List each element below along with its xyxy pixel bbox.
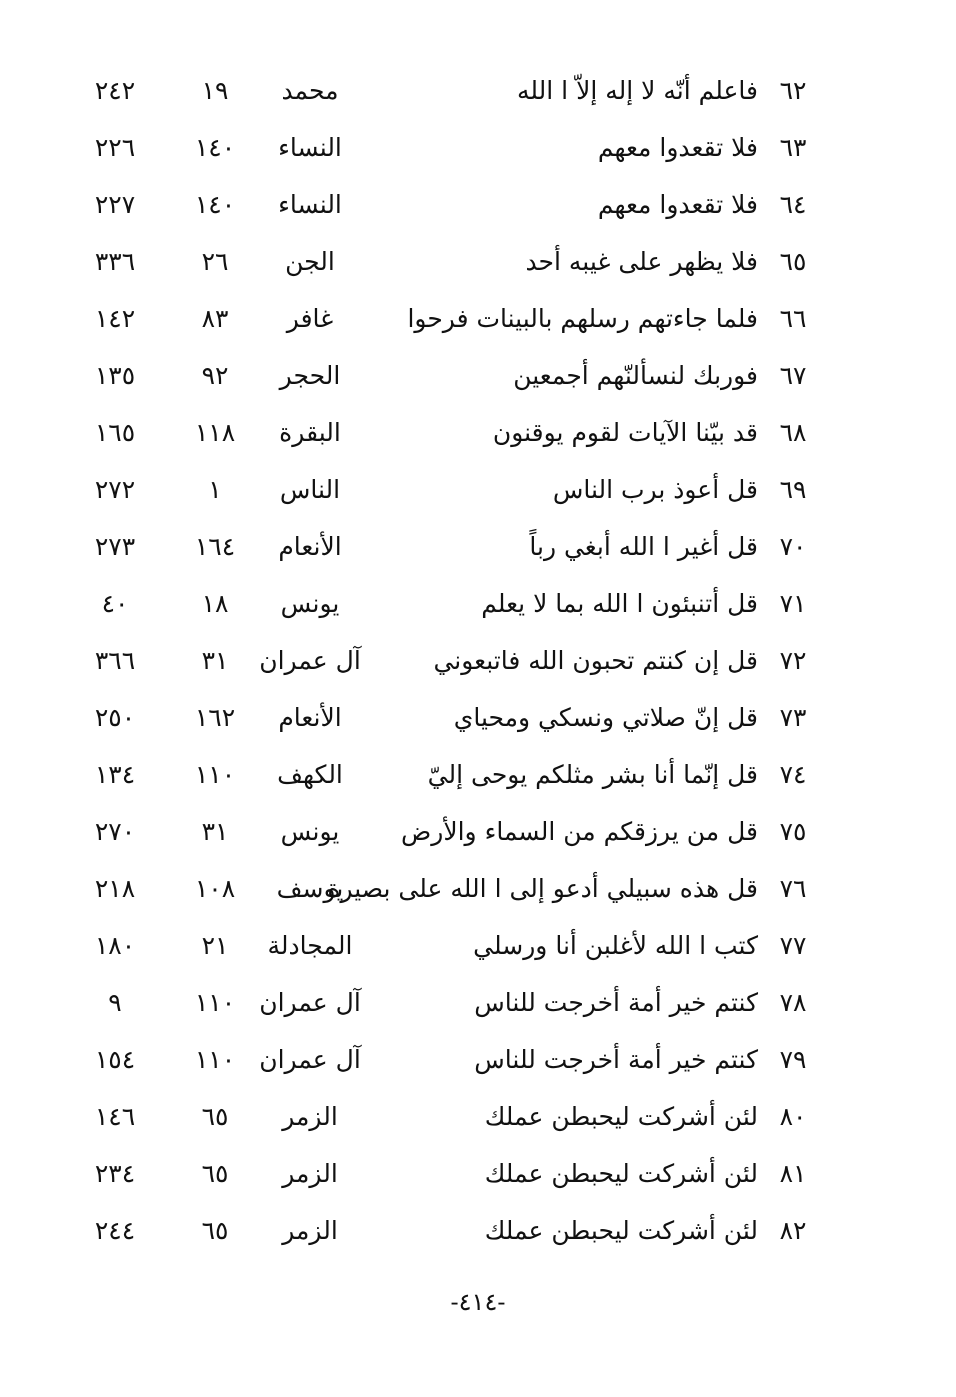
verse-text: قل إن كنتم تحبون الله فاتبعوني <box>433 646 758 675</box>
page-reference: ١٤٢ <box>94 304 136 333</box>
verse-number: ٣١ <box>201 817 229 846</box>
surah-name: النساء <box>278 190 342 219</box>
entry-number: ٦٨ <box>779 418 807 447</box>
verse-text: قل إنّ صلاتي ونسكي ومحياي <box>453 703 758 732</box>
table-row <box>0 290 956 347</box>
verse-index-table <box>0 62 956 1259</box>
page-number: -٤١٤- <box>450 1288 506 1316</box>
verse-text: فلما جاءتهم رسلهم بالبينات فرحوا <box>407 304 758 333</box>
table-row <box>0 461 956 518</box>
verse-number: ١٤٠ <box>194 133 236 162</box>
table-row <box>0 1202 956 1259</box>
table-row <box>0 860 956 917</box>
verse-text: فلا تقعدوا معهم <box>597 190 758 219</box>
page-reference: ٢٧٢ <box>94 475 136 504</box>
table-row <box>0 1088 956 1145</box>
entry-number: ٨١ <box>779 1159 807 1188</box>
verse-text: فوربك لنسألنّهم أجمعين <box>513 361 758 390</box>
verse-number: ١٠٨ <box>194 874 236 903</box>
page-reference: ٣٣٦ <box>94 247 136 276</box>
verse-text: قل أغير ا الله أبغي رباً <box>529 532 758 561</box>
verse-text: فلا يظهر على غيبه أحد <box>525 247 758 276</box>
verse-number: ١١٠ <box>194 760 236 789</box>
entry-number: ٧١ <box>779 589 807 618</box>
entry-number: ٧٠ <box>779 532 807 561</box>
entry-number: ٦٧ <box>779 361 807 390</box>
page-reference: ١٥٤ <box>94 1045 136 1074</box>
verse-number: ٣١ <box>201 646 229 675</box>
page-reference: ٢٢٦ <box>94 133 136 162</box>
surah-name: الزمر <box>282 1159 338 1188</box>
verse-number: ١ <box>208 475 222 504</box>
surah-name: آل عمران <box>259 646 361 675</box>
entry-number: ٨٠ <box>779 1102 807 1131</box>
entry-number: ٦٣ <box>779 133 807 162</box>
verse-number: ١٨ <box>201 589 229 618</box>
verse-number: ١٤٠ <box>194 190 236 219</box>
verse-number: ١١٨ <box>194 418 236 447</box>
entry-number: ٦٢ <box>779 76 807 105</box>
surah-name: آل عمران <box>259 1045 361 1074</box>
verse-number: ٢٦ <box>201 247 229 276</box>
verse-number: ٦٥ <box>201 1159 229 1188</box>
entry-number: ٦٩ <box>779 475 807 504</box>
table-row <box>0 917 956 974</box>
table-row <box>0 575 956 632</box>
verse-text: كتب ا الله لأغلبن أنا ورسلي <box>473 931 758 960</box>
verse-text: قل هذه سبيلي أدعو إلى ا الله على بصيرة <box>327 874 758 903</box>
entry-number: ٦٦ <box>779 304 807 333</box>
verse-number: ٦٥ <box>201 1102 229 1131</box>
table-row <box>0 176 956 233</box>
page-reference: ١٦٥ <box>94 418 136 447</box>
verse-text: قل من يرزقكم من السماء والأرض <box>401 817 758 846</box>
table-row <box>0 1145 956 1202</box>
verse-number: ١١٠ <box>194 988 236 1017</box>
surah-name: غافر <box>286 304 334 333</box>
verse-text: لئن أشركت ليحبطن عملك <box>484 1102 758 1131</box>
surah-name: الزمر <box>282 1216 338 1245</box>
surah-name: يونس <box>280 589 340 618</box>
verse-number: ٩٢ <box>201 361 229 390</box>
table-row <box>0 347 956 404</box>
verse-text: كنتم خير أمة أخرجت للناس <box>474 1045 758 1074</box>
table-row <box>0 119 956 176</box>
surah-name: الكهف <box>277 760 343 789</box>
page-reference: ٢٤٤ <box>94 1216 136 1245</box>
table-row <box>0 974 956 1031</box>
entry-number: ٧٧ <box>779 931 807 960</box>
surah-name: يوسف <box>276 874 344 903</box>
entry-number: ٧٤ <box>779 760 807 789</box>
table-row <box>0 1031 956 1088</box>
table-row <box>0 404 956 461</box>
entry-number: ٧٥ <box>779 817 807 846</box>
page-reference: ٢٢٧ <box>94 190 136 219</box>
page-reference: ١٤٦ <box>94 1102 136 1131</box>
surah-name: الزمر <box>282 1102 338 1131</box>
page-reference: ٣٦٦ <box>94 646 136 675</box>
page-reference: ٤٠ <box>101 589 129 618</box>
verse-text: كنتم خير أمة أخرجت للناس <box>474 988 758 1017</box>
verse-number: ٢١ <box>201 931 229 960</box>
surah-name: الحجر <box>279 361 341 390</box>
page-reference: ٢١٨ <box>94 874 136 903</box>
table-row <box>0 233 956 290</box>
entry-number: ٦٥ <box>779 247 807 276</box>
surah-name: الأنعام <box>278 703 342 732</box>
verse-text: لئن أشركت ليحبطن عملك <box>484 1216 758 1245</box>
verse-text: قل أتنبئون ا الله بما لا يعلم <box>481 589 758 618</box>
surah-name: آل عمران <box>259 988 361 1017</box>
verse-text: قل إنّما أنا بشر مثلكم يوحى إليّ <box>427 760 758 789</box>
surah-name: المجادلة <box>267 931 353 960</box>
surah-name: النساء <box>278 133 342 162</box>
surah-name: الجن <box>285 247 335 276</box>
entry-number: ٧٢ <box>779 646 807 675</box>
verse-text: فلا تقعدوا معهم <box>597 133 758 162</box>
page-reference: ١٣٤ <box>94 760 136 789</box>
verse-number: ١٦٤ <box>194 532 236 561</box>
entry-number: ٨٢ <box>779 1216 807 1245</box>
verse-text: قل أعوذ برب الناس <box>552 475 758 504</box>
verse-number: ١١٠ <box>194 1045 236 1074</box>
surah-name: البقرة <box>279 418 341 447</box>
page-reference: ٢٥٠ <box>94 703 136 732</box>
table-row <box>0 518 956 575</box>
entry-number: ٧٦ <box>779 874 807 903</box>
table-row <box>0 632 956 689</box>
surah-name: يونس <box>280 817 340 846</box>
page-reference: ١٨٠ <box>94 931 136 960</box>
page-reference: ١٣٥ <box>94 361 136 390</box>
verse-number: ١٦٢ <box>194 703 236 732</box>
page-reference: ٢٤٢ <box>94 76 136 105</box>
entry-number: ٦٤ <box>779 190 807 219</box>
verse-number: ٦٥ <box>201 1216 229 1245</box>
verse-text: فاعلم أنّه لا إله إلاّ ا الله <box>516 76 758 105</box>
table-row <box>0 62 956 119</box>
verse-number: ١٩ <box>201 76 229 105</box>
verse-number: ٨٣ <box>201 304 229 333</box>
page-reference: ٢٧٠ <box>94 817 136 846</box>
page-reference: ٢٧٣ <box>94 532 136 561</box>
verse-text: قد بيّنا الآيات لقوم يوقنون <box>492 418 758 447</box>
page-reference: ٢٣٤ <box>94 1159 136 1188</box>
entry-number: ٧٣ <box>779 703 807 732</box>
surah-name: محمد <box>281 76 339 105</box>
entry-number: ٧٩ <box>779 1045 807 1074</box>
table-row <box>0 803 956 860</box>
page-reference: ٩ <box>108 988 122 1017</box>
table-row <box>0 689 956 746</box>
surah-name: الناس <box>279 475 341 504</box>
surah-name: الأنعام <box>278 532 342 561</box>
entry-number: ٧٨ <box>779 988 807 1017</box>
table-row <box>0 746 956 803</box>
verse-text: لئن أشركت ليحبطن عملك <box>484 1159 758 1188</box>
